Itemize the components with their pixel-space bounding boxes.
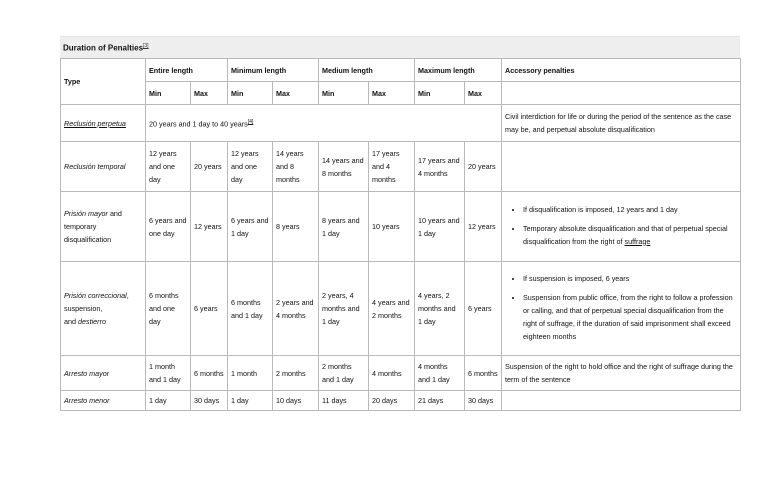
header-row-2 [61,82,741,105]
table-row-reclusion-perpetua [61,105,741,142]
accessory-cell [502,142,741,192]
value-cell: 2 months and 1 day [319,356,369,391]
header-min: Min [146,82,191,105]
value-cell: 4 years and 2 months [369,262,415,356]
accessory-cell [502,262,741,356]
table-row-reclusion-temporal [61,142,741,192]
value-cell: 8 years and 1 day [319,192,369,262]
value-cell: 8 years [273,192,319,262]
caption-title: Duration of Penalties [63,43,144,53]
table-row-arresto-mayor [61,356,741,391]
value-cell: 6 years [465,262,502,356]
type-link[interactable]: Prisión correccional [64,291,127,300]
header-max: Max [191,82,228,105]
value-cell: 12 years and one day [146,142,191,192]
accessory-cell: Suspension of the right to hold office and the right of suffrage during the term of the sentence [502,356,741,391]
destierro-link[interactable]: destierro [78,317,106,326]
value-cell: 2 years and 4 months [273,262,319,356]
value-cell: 17 years and 4 months [369,142,415,192]
accessory-list [505,272,737,343]
value-cell: 1 day [146,391,191,411]
type-cell: Prisión correccional, suspension, and destierro [61,262,146,356]
header-min: Min [319,82,369,105]
type-link[interactable]: Prisión mayor [64,209,108,218]
value-cell: 1 day [228,391,273,411]
value-cell: 4 months [369,356,415,391]
type-link[interactable]: Reclusión perpetua [64,118,126,128]
type-cell: Arresto mayor [61,356,146,391]
accessory-cell: Civil interdiction for life or during the period of the sentence as the case may be, and perpetual absolute disqualification [502,105,741,142]
value-cell: 11 days [319,391,369,411]
type-cell: Reclusión temporal [61,142,146,192]
header-type: Type [61,59,146,105]
value-cell: 1 month and 1 day [146,356,191,391]
caption-reference-link[interactable]: [3] [143,43,149,49]
list-item: • If suspension is imposed, 6 years [523,272,737,285]
value-cell: 10 days [273,391,319,411]
value-cell: 6 months and 1 day [228,262,273,356]
value-cell: 6 years [191,262,228,356]
value-cell: 6 years and 1 day [228,192,273,262]
header-medium-length: Medium length [319,59,415,82]
list-item: • Suspension from public office, from the right to follow a profession or calling, and that of perpetual special disqualification from the right of suffrage, if the duration of said imprisonment shall exceed eighteen months [523,291,737,343]
table-row-prision-correccional [61,262,741,356]
value-cell: 4 months and 1 day [415,356,465,391]
header-max: Max [465,82,502,105]
reference-link[interactable]: [4] [247,118,254,125]
value-cell: 21 days [415,391,465,411]
header-max: Max [369,82,415,105]
value-cell: 6 years and one day [146,192,191,262]
value-cell: 6 months and one day [146,262,191,356]
value-cell: 10 years and 1 day [415,192,465,262]
header-accessory-blank [502,82,741,105]
table-caption [60,36,740,58]
suffrage-link[interactable]: suffrage [624,236,651,246]
header-accessory-penalties: Accessory penalties [502,59,741,82]
value-cell: 14 years and 8 months [273,142,319,192]
value-cell: 2 years, 4 months and 1 day [319,262,369,356]
value-cell: 20 years [191,142,228,192]
value-cell: 20 years [465,142,502,192]
penalties-table-container [60,36,740,411]
value-cell: 30 days [191,391,228,411]
list-item: • Temporary absolute disqualification and that of perpetual special disqualification from the right of suffrage [523,222,737,248]
accessory-cell [502,192,741,262]
value-cell: 20 days [369,391,415,411]
value-cell: 6 months [191,356,228,391]
table-row-prision-mayor [61,192,741,262]
type-cell [61,105,146,142]
type-cell: Prisión mayor and temporary disqualification [61,192,146,262]
span-cell: 20 years and 1 day to 40 years[4] [146,105,502,142]
value-cell: 2 months [273,356,319,391]
accessory-list [505,203,737,248]
type-cell: Arresto menor [61,391,146,411]
value-cell: 17 years and 4 months [415,142,465,192]
value-cell: 12 years and one day [228,142,273,192]
header-minimum-length: Minimum length [228,59,319,82]
header-maximum-length: Maximum length [415,59,502,82]
penalties-table [60,58,741,411]
header-row-1 [61,59,741,82]
header-entire-length: Entire length [146,59,228,82]
value-cell: 30 days [465,391,502,411]
accessory-cell [502,391,741,411]
value-cell: 6 months [465,356,502,391]
value-cell: 4 years, 2 months and 1 day [415,262,465,356]
value-cell: 12 years [191,192,228,262]
value-cell: 1 month [228,356,273,391]
header-min: Min [415,82,465,105]
value-cell: 10 years [369,192,415,262]
header-max: Max [273,82,319,105]
table-row-arresto-menor [61,391,741,411]
header-min: Min [228,82,273,105]
list-item: • If disqualification is imposed, 12 years and 1 day [523,203,737,216]
value-cell: 14 years and 8 months [319,142,369,192]
value-cell: 12 years [465,192,502,262]
